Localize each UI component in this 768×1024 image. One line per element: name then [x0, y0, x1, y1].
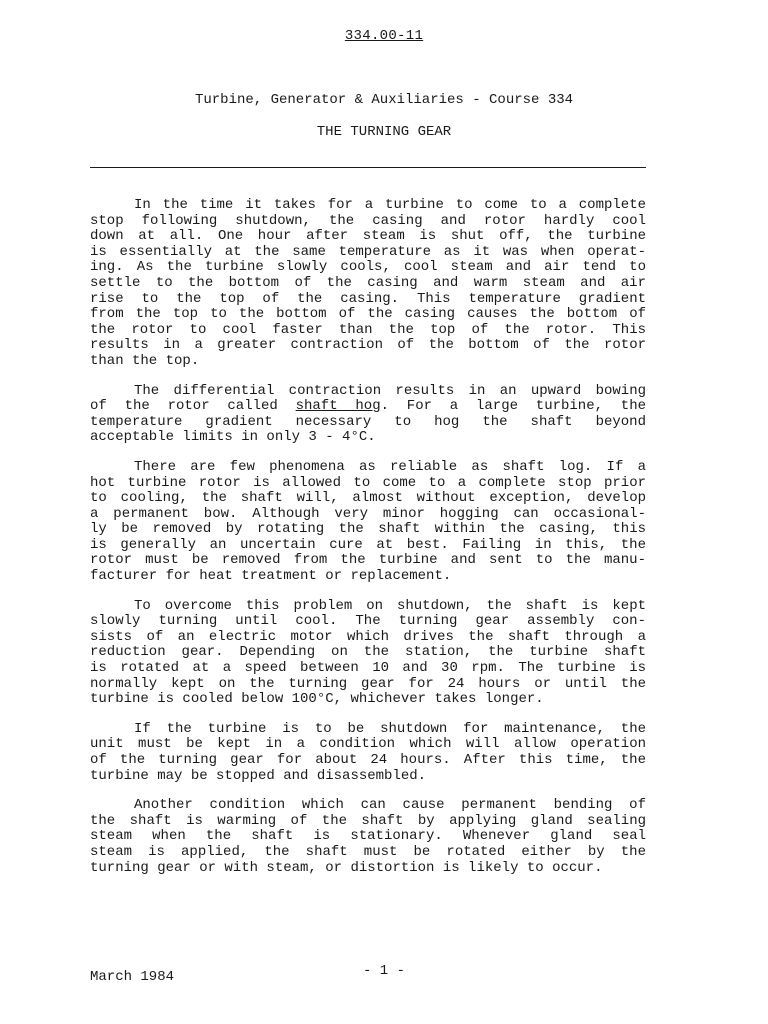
paragraph-line: a permanent bow. Although very minor hogging can occasional- [90, 505, 646, 522]
paragraph-line: acceptable limits in only 3 - 4°C. [90, 429, 376, 446]
paragraph-line: turbine may be stopped and disassembled. [90, 767, 427, 784]
paragraph-line: settle to the bottom of the casing and warm steam and air [90, 274, 646, 291]
paragraph-line: than the top. [90, 352, 200, 369]
paragraph-line: unit must be kept in a condition which will allow operation [90, 736, 646, 753]
page-number: - 1 - [362, 963, 405, 979]
paragraph-line: normally kept on the turning gear for 24 hours or until the [90, 675, 646, 692]
paragraph-line: the rotor to cool faster than the top of the rotor. This [90, 321, 646, 338]
paragraph-line: There are few phenomena as reliable as shaft log. If a [134, 458, 646, 475]
paragraph-line: facturer for heat treatment or replacement. [90, 568, 452, 585]
body-text [90, 198, 646, 890]
paragraph-line: turning gear or with steam, or distortion is likely to occur. [90, 859, 603, 876]
paragraph-line: rotor must be removed from the turbine and sent to the manu- [90, 552, 646, 569]
section-title: THE TURNING GEAR [316, 124, 452, 140]
paragraph-line: is rotated at a speed between 10 and 30 rpm. The turbine is [90, 660, 646, 677]
line-text: of the rotor called [90, 398, 296, 415]
paragraph-line: ly be removed by rotating the shaft within the casing, this [90, 521, 646, 538]
paragraph-line: steam when the shaft is stationary. Whenever gland seal [90, 828, 646, 845]
paragraph-line: hot turbine rotor is allowed to come to a complete stop prior [90, 474, 646, 491]
paragraph-line: results in a greater contraction of the bottom of the rotor [90, 337, 646, 354]
paragraph-4 [90, 599, 646, 708]
paragraph-line: to cooling, the shaft will, almost without exception, develop [90, 490, 646, 507]
shaft-hog-term: shaft hog [295, 398, 381, 415]
paragraph-line: temperature gradient necessary to hog the shaft beyond [90, 413, 646, 430]
paragraph-line: of the turning gear for about 24 hours. After this time, the [90, 752, 646, 768]
document-number [0, 28, 768, 44]
paragraph-line: To overcome this problem on shutdown, the shaft is kept [134, 597, 646, 614]
paragraph-5 [90, 722, 646, 784]
paragraph-line: from the top to the bottom of the casing causes the bottom of [90, 306, 646, 323]
footer-date: March 1984 [90, 969, 175, 985]
paragraph-line: the shaft is warming of the shaft by applying gland sealing [90, 812, 646, 829]
paragraph-line: In the time it takes for a turbine to come to a complete [134, 197, 646, 213]
title-divider [90, 167, 646, 168]
course-title: Turbine, Generator & Auxiliaries - Course 334 [194, 92, 574, 108]
paragraph-2 [90, 384, 646, 446]
line-text: . For a large turbine, the [380, 398, 646, 415]
paragraph-line: reduction gear. Depending on the station, the turbine shaft [90, 644, 646, 661]
paragraph-line: slowly turning until cool. The turning gear assembly con- [90, 613, 646, 630]
paragraph-line: Another condition which can cause permanent bending of [134, 797, 646, 814]
paragraph-line: The differential contraction results in an upward bowing [134, 382, 646, 399]
paragraph-line [90, 399, 646, 415]
paragraph-line: sists of an electric motor which drives the shaft through a [90, 628, 646, 645]
paragraph-line: turbine is cooled below 100°C, whichever takes longer. [90, 691, 544, 708]
paragraph-line: stop following shutdown, the casing and rotor hardly cool [90, 212, 646, 229]
document-number-text: 334.00-11 [344, 28, 424, 44]
paragraph-line: ing. As the turbine slowly cools, cool steam and air tend to [90, 259, 646, 276]
paragraph-6 [90, 798, 646, 876]
paragraph-1 [90, 198, 646, 370]
paragraph-line: If the turbine is to be shutdown for maintenance, the [134, 720, 646, 737]
paragraph-line: down at all. One hour after steam is shut off, the turbine [90, 228, 646, 245]
paragraph-line: rise to the top of the casing. This temperature gradient [90, 290, 646, 307]
paragraph-3 [90, 460, 646, 585]
paragraph-line: steam is applied, the shaft must be rotated either by the [90, 843, 646, 860]
paragraph-line: is generally an uncertain cure at best. Failing in this, the [90, 536, 646, 553]
paragraph-line: is essentially at the same temperature as it was when operat- [90, 243, 646, 260]
